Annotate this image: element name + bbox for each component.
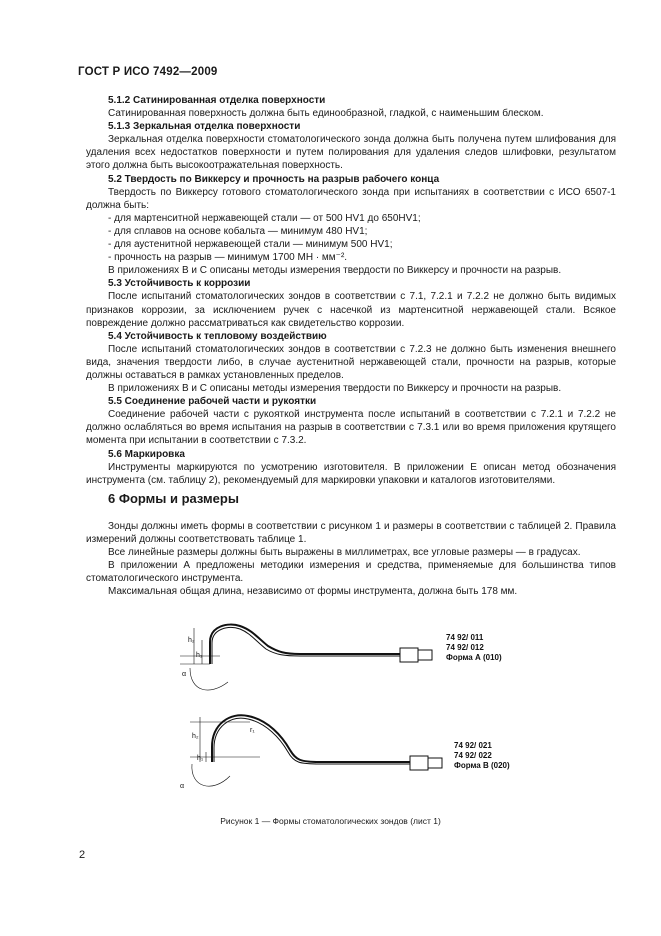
paragraph: Соединение рабочей части с рукояткой инструмента после испытаний в соответствии с 7.2.1 и 7.2.2 не должно ослабляться во время испытания на разрыв в соответствии с 7.3.1 или во время приложения крутящего момента при испытании в соответствии с 7.3.2. — [86, 409, 616, 447]
paragraph: После испытаний стоматологических зондов в соответствии с 7.1, 7.2.1 и 7.2.2 не должно быть видимых признаков коррозии, за исключением ручек с насечкой из мартенситной нержавеющей стали. Всякое повреждение должно рассматриваться как свидетельство коррозии. — [86, 291, 616, 329]
dim-alpha-label-b: α — [180, 783, 185, 790]
dim-h2-label-b: h₂ — [192, 733, 199, 740]
form-a-drawing — [180, 625, 432, 690]
paragraph: Зонды должны иметь формы в соответствии с рисунком 1 и размеры в соответствии с таблицей 2. Правила измерений должны соответствовать таблице 1. — [86, 521, 616, 546]
subsection-heading: 5.3 Устойчивость к коррозии — [108, 278, 251, 290]
form-a-code-2: 74 92/ 012 — [446, 643, 484, 652]
list-item: - для мартенситной нержавеющей стали — от 500 HV1 до 650HV1; — [108, 212, 421, 224]
document-header: ГОСТ Р ИСО 7492—2009 — [78, 66, 218, 78]
paragraph: В приложениях В и С описаны методы измерения твердости по Виккерсу и прочности на разрыв. — [108, 383, 562, 395]
dim-h1-label-b: h₁ — [197, 755, 204, 762]
form-a-code-1: 74 92/ 011 — [446, 633, 484, 642]
subsection-heading: 5.5 Соединение рабочей части и рукоятки — [108, 396, 317, 408]
figure-caption: Рисунок 1 — Формы стоматологических зондов (лист 1) — [220, 816, 441, 826]
list-item: - для сплавов на основе кобальта — минимум 480 HV1; — [108, 225, 368, 237]
page-number: 2 — [79, 849, 86, 861]
subsection-heading: 5.6 Маркировка — [108, 448, 185, 460]
subsection-heading: 5.1.3 Зеркальная отделка поверхности — [108, 121, 301, 133]
dim-h1-label: h₁ — [196, 652, 203, 659]
paragraph: В приложениях В и С описаны методы измерения твердости по Виккерсу и прочности на разрыв. — [108, 265, 562, 277]
paragraph: Зеркальная отделка поверхности стоматологического зонда должна быть получена путем шлифования для удаления всех недостатков поверхности и путем полирования для удаления следов шлифовки, результатом этого должна быть высокоотражательная поверхность. — [86, 134, 616, 172]
paragraph: Максимальная общая длина, независимо от формы инструмента, должна быть 178 мм. — [108, 586, 518, 598]
paragraph: Твердость по Виккерсу готового стоматологического зонда при испытаниях в соответствии с ИСО 6507-1 должна быть: — [86, 186, 616, 211]
figure-probe-forms — [150, 612, 530, 812]
paragraph: В приложении А предложены методики измерения и средства, применяемые для большинства типов стоматологического инструмента. — [86, 560, 616, 585]
subsection-heading: 5.2 Твердость по Виккерсу и прочность на разрыв рабочего конца — [108, 173, 440, 185]
section-6-title: 6 Формы и размеры — [108, 491, 239, 506]
paragraph: Инструменты маркируются по усмотрению изготовителя. В приложении Е описан метод обозначения инструмента (см. таблицу 2), рекомендуемый для маркировки упаковки и каталогов изготовителями. — [86, 461, 616, 486]
body-text-section-5 — [86, 94, 616, 487]
body-text-section-6 — [86, 520, 616, 599]
form-a-label: Форма А (010) — [446, 653, 502, 662]
form-b-code-1: 74 92/ 021 — [454, 741, 492, 750]
list-item: - прочность на разрыв — минимум 1700 МН · мм⁻². — [108, 252, 348, 264]
paragraph: Все линейные размеры должны быть выражены в миллиметрах, все угловые размеры — в градусах. — [108, 547, 581, 559]
dim-alpha-label: α — [182, 671, 187, 678]
form-b-code-2: 74 92/ 022 — [454, 751, 492, 760]
form-b-drawing — [190, 715, 442, 786]
list-item: - для аустенитной нержавеющей стали — минимум 500 HV1; — [108, 239, 393, 251]
form-b-label: Форма В (020) — [454, 761, 510, 770]
subsection-heading: 5.4 Устойчивость к тепловому воздействию — [108, 330, 327, 342]
paragraph: После испытаний стоматологических зондов в соответствии с 7.2.3 не должно быть изменения внешнего вида, значения твердости либо, в случае аустенитной нержавеющей стали, прочности на разрыв, которые должны оставаться в рамках установленных пределов. — [86, 343, 616, 381]
dim-h2-label: h₂ — [188, 637, 195, 644]
subsection-heading: 5.1.2 Сатинированная отделка поверхности — [108, 95, 326, 106]
probe-drawing — [150, 612, 530, 812]
paragraph: Сатинированная поверхность должна быть единообразной, гладкой, с наименьшим блеском. — [108, 108, 544, 120]
dim-r1-label: r₁ — [250, 727, 255, 734]
